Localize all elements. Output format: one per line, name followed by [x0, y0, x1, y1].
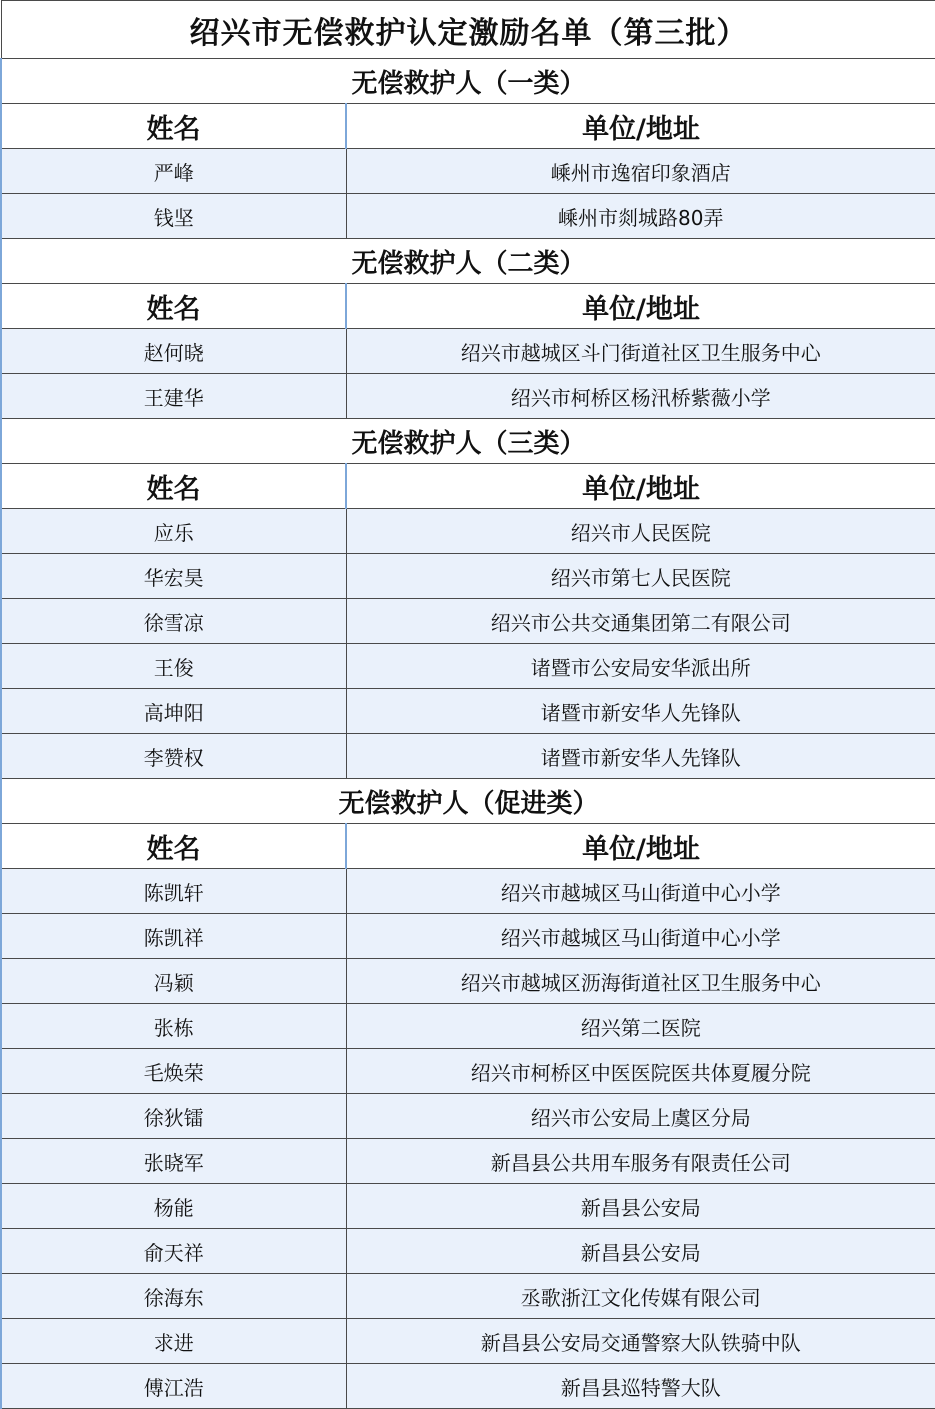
table-row — [1, 599, 935, 644]
person-name: 杨能 — [1, 1184, 346, 1229]
person-address: 绍兴市第七人民医院 — [346, 554, 935, 599]
section-heading-row — [1, 59, 935, 104]
person-name: 王建华 — [1, 374, 346, 419]
person-name: 冯颖 — [1, 959, 346, 1004]
person-address: 绍兴市越城区马山街道中心小学 — [346, 914, 935, 959]
person-address: 诸暨市公安局安华派出所 — [346, 644, 935, 689]
person-address: 绍兴市公共交通集团第二有限公司 — [346, 599, 935, 644]
person-address: 嵊州市剡城路80弄 — [346, 194, 935, 239]
person-name: 傅江浩 — [1, 1364, 346, 1409]
section-heading-row — [1, 779, 935, 824]
person-address: 丞歌浙江文化传媒有限公司 — [346, 1274, 935, 1319]
person-address: 绍兴市公安局上虞区分局 — [346, 1094, 935, 1139]
table-row — [1, 689, 935, 734]
person-address: 新昌县公共用车服务有限责任公司 — [346, 1139, 935, 1184]
section-heading: 无偿救护人（二类） — [1, 239, 935, 284]
person-address: 新昌县公安局交通警察大队铁骑中队 — [346, 1319, 935, 1364]
person-address: 绍兴市人民医院 — [346, 509, 935, 554]
roster-body — [1, 1, 935, 1409]
section-heading: 无偿救护人（三类） — [1, 419, 935, 464]
column-header-row — [1, 104, 935, 149]
table-row — [1, 194, 935, 239]
table-row — [1, 1184, 935, 1229]
table-row — [1, 329, 935, 374]
person-name: 赵何晓 — [1, 329, 346, 374]
person-name: 徐雪凉 — [1, 599, 346, 644]
section-heading-row — [1, 419, 935, 464]
person-name: 陈凯轩 — [1, 869, 346, 914]
person-address: 绍兴市越城区马山街道中心小学 — [346, 869, 935, 914]
column-header-row — [1, 464, 935, 509]
title-row — [1, 1, 935, 59]
person-name: 俞天祥 — [1, 1229, 346, 1274]
name-column-header: 姓名 — [1, 824, 346, 869]
table-row — [1, 1094, 935, 1139]
table-row — [1, 1049, 935, 1094]
page-title: 绍兴市无偿救护认定激励名单（第三批） — [1, 1, 935, 59]
table-row — [1, 1364, 935, 1409]
person-address: 绍兴第二医院 — [346, 1004, 935, 1049]
name-column-header: 姓名 — [1, 104, 346, 149]
person-name: 高坤阳 — [1, 689, 346, 734]
table-row — [1, 959, 935, 1004]
person-name: 徐海东 — [1, 1274, 346, 1319]
person-name: 陈凯祥 — [1, 914, 346, 959]
person-name: 求进 — [1, 1319, 346, 1364]
table-row — [1, 734, 935, 779]
table-row — [1, 554, 935, 599]
person-address: 新昌县公安局 — [346, 1184, 935, 1229]
section-heading: 无偿救护人（一类） — [1, 59, 935, 104]
person-address: 新昌县公安局 — [346, 1229, 935, 1274]
address-column-header: 单位/地址 — [346, 824, 935, 869]
person-name: 毛焕荣 — [1, 1049, 346, 1094]
table-row — [1, 1319, 935, 1364]
person-address: 绍兴市柯桥区中医医院医共体夏履分院 — [346, 1049, 935, 1094]
table-row — [1, 509, 935, 554]
person-name: 钱坚 — [1, 194, 346, 239]
table-row — [1, 1004, 935, 1049]
person-address: 诸暨市新安华人先锋队 — [346, 734, 935, 779]
table-row — [1, 1274, 935, 1319]
person-name: 王俊 — [1, 644, 346, 689]
table-row — [1, 914, 935, 959]
table-row — [1, 869, 935, 914]
person-address: 诸暨市新安华人先锋队 — [346, 689, 935, 734]
address-column-header: 单位/地址 — [346, 464, 935, 509]
person-name: 徐狄镭 — [1, 1094, 346, 1139]
table-row — [1, 1139, 935, 1184]
section-heading: 无偿救护人（促进类） — [1, 779, 935, 824]
column-header-row — [1, 284, 935, 329]
table-row — [1, 149, 935, 194]
address-column-header: 单位/地址 — [346, 284, 935, 329]
column-header-row — [1, 824, 935, 869]
table-row — [1, 1229, 935, 1274]
person-name: 华宏昊 — [1, 554, 346, 599]
person-address: 绍兴市越城区斗门街道社区卫生服务中心 — [346, 329, 935, 374]
person-name: 应乐 — [1, 509, 346, 554]
section-heading-row — [1, 239, 935, 284]
person-name: 李赞权 — [1, 734, 346, 779]
address-column-header: 单位/地址 — [346, 104, 935, 149]
name-column-header: 姓名 — [1, 464, 346, 509]
table-row — [1, 374, 935, 419]
person-name: 张晓军 — [1, 1139, 346, 1184]
person-address: 嵊州市逸宿印象酒店 — [346, 149, 935, 194]
name-column-header: 姓名 — [1, 284, 346, 329]
table-row — [1, 644, 935, 689]
person-name: 张栋 — [1, 1004, 346, 1049]
person-address: 新昌县巡特警大队 — [346, 1364, 935, 1409]
person-address: 绍兴市越城区沥海街道社区卫生服务中心 — [346, 959, 935, 1004]
person-name: 严峰 — [1, 149, 346, 194]
person-address: 绍兴市柯桥区杨汛桥紫薇小学 — [346, 374, 935, 419]
